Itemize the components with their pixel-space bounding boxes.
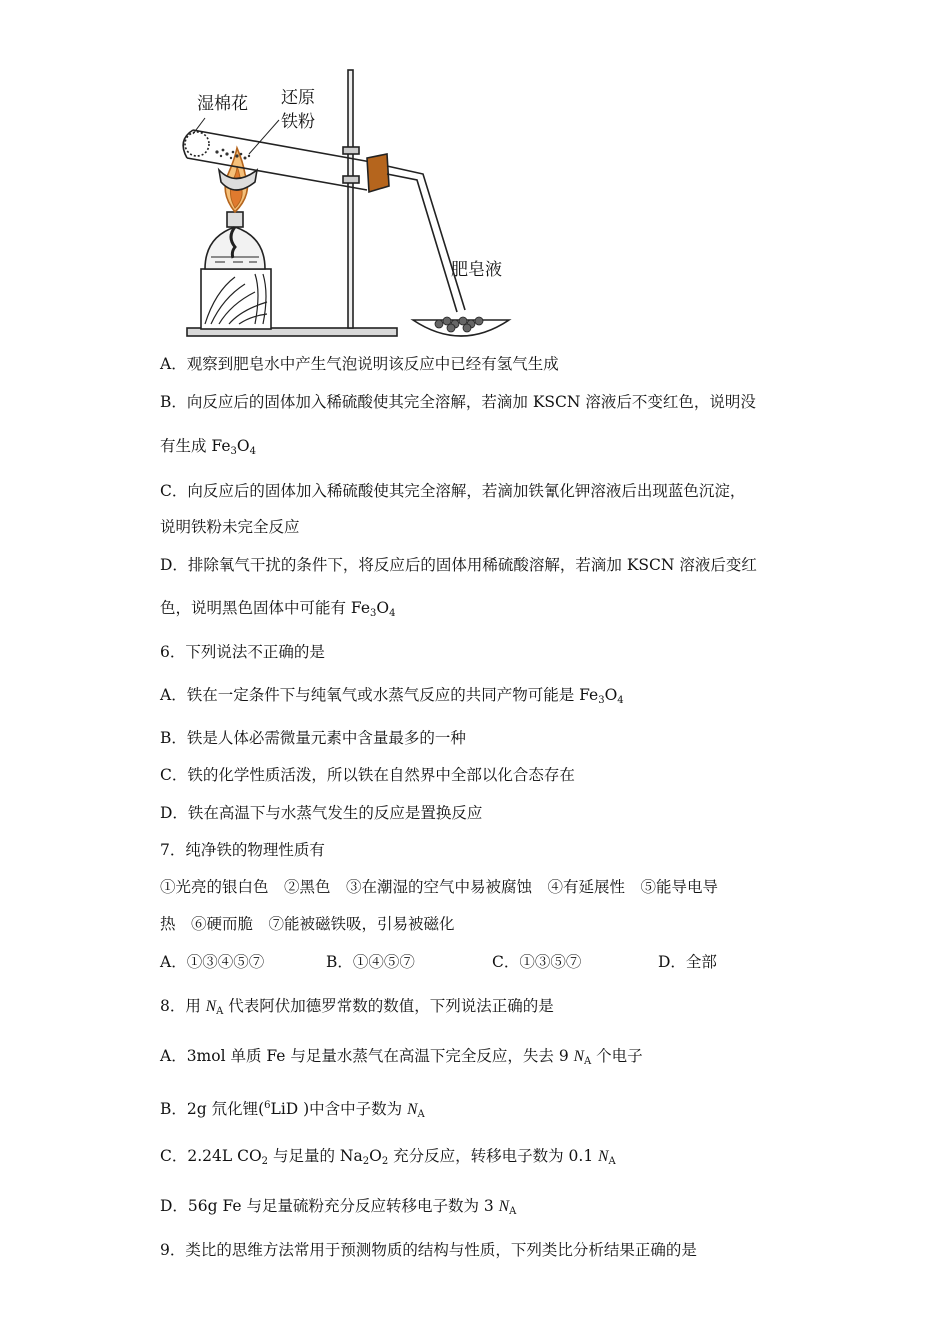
label-reduced-iron-2: 铁粉 [281,112,315,132]
q5-option-d-line2: 色，说明黑色固体中可能有 $Fe_3O_4$ [160,599,396,619]
apparatus-figure [175,62,545,352]
q7-properties-line2: 热 ⑥硬而脆 ⑦能被磁铁吸，引易被磁化 [160,915,455,933]
q5-option-b-line1: B．向反应后的固体加入稀硫酸使其完全溶解，若滴加 KSCN 溶液后不变红色，说明没 [160,393,756,411]
q8-option-b: B．2g 氘化锂($^6$LiD )中含中子数为 $N_A$ [160,1100,425,1121]
q7-option-a: A．①③④⑤⑦ [160,953,265,971]
label-soap-solution: 肥皂液 [451,260,502,280]
wood-block [201,269,271,329]
q5-option-a: A．观察到肥皂水中产生气泡说明该反应中已经有氢气生成 [160,355,559,373]
q6-option-d: D．铁在高温下与水蒸气发生的反应是置换反应 [160,804,483,822]
q7-option-b: B．①④⑤⑦ [326,953,415,971]
q7-properties-line1: ①光亮的银白色 ②黑色 ③在潮湿的空气中易被腐蚀 ④有延展性 ⑤能导电导 [160,878,719,896]
q6-option-a: A．铁在一定条件下与纯氧气或水蒸气反应的共同产物可能是 $Fe_3O_4$ [160,686,624,706]
q6-option-b: B．铁是人体必需微量元素中含量最多的一种 [160,729,466,747]
q5-option-d-line1: D．排除氧气干扰的条件下，将反应后的固体用稀硫酸溶解，若滴加 KSCN 溶液后变红 [160,556,757,574]
label-wet-cotton: 湿棉花 [197,94,248,114]
q6-stem: 6．下列说法不正确的是 [160,643,325,661]
q5-option-c-line2: 说明铁粉未完全反应 [160,518,300,536]
q7-stem: 7．纯净铁的物理性质有 [160,841,325,859]
q6-option-c: C．铁的化学性质活泼，所以铁在自然界中全部以化合态存在 [160,766,575,784]
q7-option-c: C．①③⑤⑦ [492,953,582,971]
q8-option-a: A．3mol 单质 Fe 与足量水蒸气在高温下完全反应，失去 9 $N_A$ 个电子 [160,1047,643,1067]
q8-option-d: D．56g Fe 与足量硫粉充分反应转移电子数为 3 $N_A$ [160,1197,517,1217]
q8-stem: 8．用 $N_A$ 代表阿伏加德罗常数的数值，下列说法正确的是 [160,997,554,1017]
q7-options [160,952,717,972]
stand-rod [348,70,353,328]
q8-option-c: C．2.24L $CO_2$ 与足量的 $Na_2O_2$ 充分反应，转移电子数为 0.1 $N_A$ [160,1147,616,1167]
wet-cotton [185,132,209,156]
iron-powder [215,149,250,160]
stopper [367,154,389,192]
q9-stem: 9．类比的思维方法常用于预测物质的结构与性质，下列类比分析结果正确的是 [160,1241,697,1259]
label-reduced-iron-1: 还原 [281,88,315,108]
q5-option-b-line2: 有生成 $Fe_3O_4$ [160,437,256,457]
q5-option-c-line1: C．向反应后的固体加入稀硫酸使其完全溶解，若滴加铁氰化钾溶液后出现蓝色沉淀， [160,482,746,500]
delivery-tube [387,166,465,312]
q7-option-d: D．全部 [658,953,717,971]
